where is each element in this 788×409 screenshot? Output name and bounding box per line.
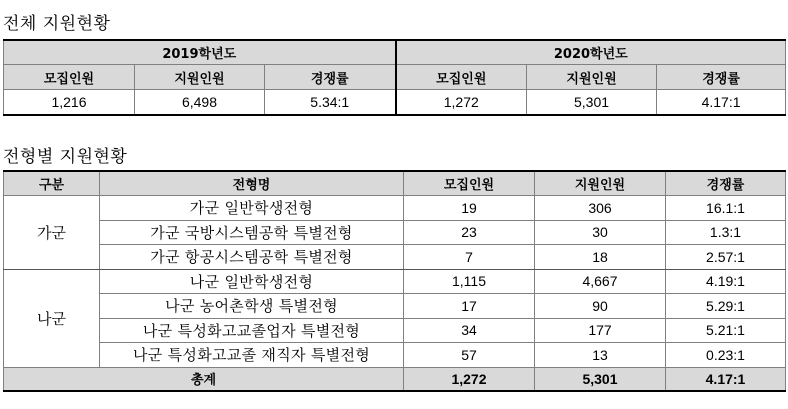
column-header: 경쟁률 — [265, 65, 396, 90]
column-header: 경쟁률 — [666, 171, 786, 196]
applicants-cell: 13 — [535, 343, 666, 368]
quota-cell: 57 — [404, 343, 535, 368]
applicants-cell: 90 — [535, 294, 666, 319]
quota-cell: 23 — [404, 220, 535, 245]
quota-cell: 17 — [404, 294, 535, 319]
group-cell: 나군 — [4, 269, 100, 367]
total-row — [4, 367, 786, 391]
section-title-overall: 전체 지원현황 — [3, 14, 111, 34]
group-cell: 가군 — [4, 196, 100, 270]
table-row — [4, 318, 786, 343]
total-applicants-cell: 5,301 — [535, 367, 666, 391]
quota-cell: 1,115 — [404, 269, 535, 294]
ratio-cell: 16.1:1 — [666, 196, 786, 221]
applicants-cell: 4,667 — [535, 269, 666, 294]
admission-type-cell: 나군 일반학생전형 — [100, 269, 404, 294]
quota-cell: 19 — [404, 196, 535, 221]
ratio-cell: 0.23:1 — [666, 343, 786, 368]
admission-type-cell: 가군 국방시스템공학 특별전형 — [100, 220, 404, 245]
ratio-cell: 5.21:1 — [666, 318, 786, 343]
ratio-cell: 5.29:1 — [666, 294, 786, 319]
column-header: 모집인원 — [4, 65, 135, 90]
ratio-cell: 4.19:1 — [666, 269, 786, 294]
table-row — [4, 294, 786, 319]
table-row — [4, 196, 786, 221]
admission-type-cell: 나군 농어촌학생 특별전형 — [100, 294, 404, 319]
ratio-cell: 1.3:1 — [666, 220, 786, 245]
column-header: 구분 — [4, 171, 100, 196]
column-header: 모집인원 — [404, 171, 535, 196]
column-header: 지원인원 — [535, 171, 666, 196]
year-2019-header: 2019학년도 — [4, 40, 396, 65]
column-header: 지원인원 — [135, 65, 265, 90]
column-header: 모집인원 — [396, 65, 527, 90]
applicants-cell: 306 — [535, 196, 666, 221]
total-label: 총계 — [4, 367, 404, 391]
table-row — [4, 220, 786, 245]
value-cell: 1,216 — [4, 90, 135, 116]
table-row — [4, 245, 786, 270]
column-header: 전형명 — [100, 171, 404, 196]
value-cell: 1,272 — [396, 90, 527, 116]
value-cell: 6,498 — [135, 90, 265, 116]
admission-type-cell: 나군 특성화고교졸 재직자 특별전형 — [100, 343, 404, 368]
applicants-cell: 18 — [535, 245, 666, 270]
total-ratio-cell: 4.17:1 — [666, 367, 786, 391]
value-cell: 5.34:1 — [265, 90, 396, 116]
table-row — [4, 343, 786, 368]
applications-by-type-table — [3, 170, 786, 392]
applicants-cell: 30 — [535, 220, 666, 245]
column-header: 지원인원 — [527, 65, 657, 90]
column-header: 경쟁률 — [657, 65, 786, 90]
applicants-cell: 177 — [535, 318, 666, 343]
section-title-by-type: 전형별 지원현황 — [3, 147, 128, 167]
value-cell: 4.17:1 — [657, 90, 786, 116]
table-row — [4, 269, 786, 294]
admission-type-cell: 나군 특성화고교졸업자 특별전형 — [100, 318, 404, 343]
quota-cell: 7 — [404, 245, 535, 270]
admission-type-cell: 가군 항공시스템공학 특별전형 — [100, 245, 404, 270]
overall-applications-table — [3, 39, 786, 116]
ratio-cell: 2.57:1 — [666, 245, 786, 270]
quota-cell: 34 — [404, 318, 535, 343]
total-quota-cell: 1,272 — [404, 367, 535, 391]
value-cell: 5,301 — [527, 90, 657, 116]
year-2020-header: 2020학년도 — [396, 40, 786, 65]
admission-type-cell: 가군 일반학생전형 — [100, 196, 404, 221]
